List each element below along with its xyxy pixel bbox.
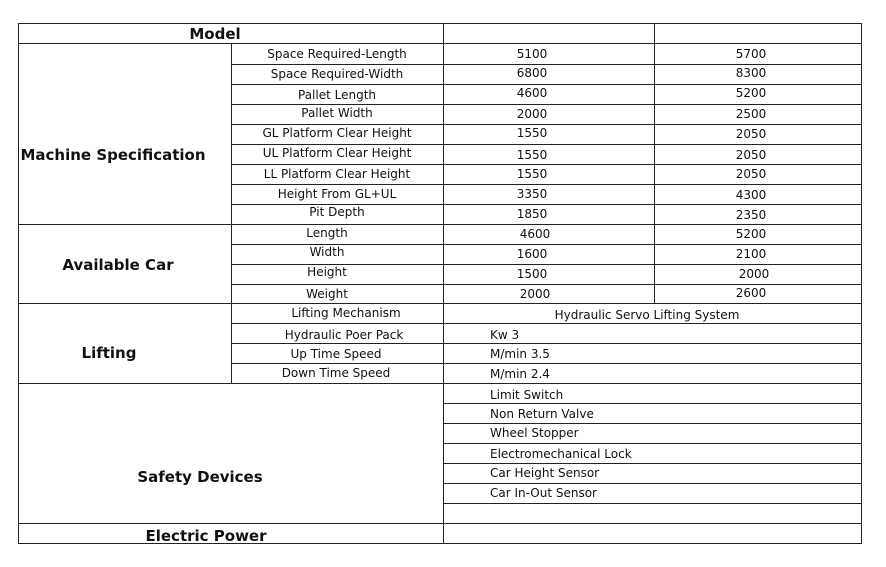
section-machine-specification: Machine Specification — [20, 146, 206, 164]
value-a: 1600 — [516, 247, 548, 261]
safety-device-item: Car Height Sensor — [490, 466, 600, 480]
section-safety-devices: Safety Devices — [137, 468, 263, 486]
param-label: Height — [307, 265, 347, 279]
value-a: 4600 — [519, 227, 551, 241]
value-b: 4300 — [735, 188, 767, 202]
safety-device-item: Limit Switch — [490, 388, 564, 402]
value-a: 1550 — [516, 167, 548, 181]
param-label: Height From GL+UL — [277, 187, 397, 201]
value-b: 2000 — [738, 267, 770, 281]
safety-device-item: Wheel Stopper — [490, 426, 579, 440]
specification-table — [18, 23, 862, 544]
param-label: Hydraulic Poer Pack — [284, 328, 404, 342]
param-label: Up Time Speed — [290, 347, 382, 361]
value-a: 1500 — [516, 267, 548, 281]
param-label: Length — [306, 226, 348, 240]
safety-device-item: Electromechanical Lock — [490, 447, 632, 461]
param-label: UL Platform Clear Height — [262, 146, 412, 160]
value-b: 5200 — [735, 86, 767, 100]
safety-device-item: Car In-Out Sensor — [490, 486, 597, 500]
value-b: 2100 — [735, 247, 767, 261]
param-label: Pallet Length — [297, 88, 377, 102]
value-a: 6800 — [516, 66, 548, 80]
value-b: 2350 — [735, 208, 767, 222]
value-a: 1550 — [516, 126, 548, 140]
param-label: Space Required-Width — [270, 67, 404, 81]
param-label: Pallet Width — [301, 106, 373, 120]
value-b: 2050 — [735, 167, 767, 181]
value-b: 2050 — [735, 127, 767, 141]
param-value: M/min 2.4 — [490, 367, 550, 381]
model-header: Model — [189, 25, 241, 43]
param-value: Kw 3 — [490, 328, 520, 342]
value-b: 8300 — [735, 66, 767, 80]
value-a: 2000 — [519, 287, 551, 301]
param-label: Lifting Mechanism — [291, 306, 401, 320]
value-b: 2500 — [735, 107, 767, 121]
param-label: Down Time Speed — [281, 366, 391, 380]
section-available-car: Available Car — [62, 256, 174, 274]
param-label: Pit Depth — [309, 205, 365, 219]
value-a: 5100 — [516, 47, 548, 61]
param-value: M/min 3.5 — [490, 347, 550, 361]
param-label: LL Platform Clear Height — [263, 167, 411, 181]
param-label: GL Platform Clear Height — [262, 126, 412, 140]
value-b: 2600 — [735, 286, 767, 300]
value-a: 4600 — [516, 86, 548, 100]
safety-device-item: Non Return Valve — [490, 407, 594, 421]
param-label: Weight — [306, 287, 348, 301]
lifting-mechanism-value: Hydraulic Servo Lifting System — [554, 308, 740, 322]
value-a: 2000 — [516, 107, 548, 121]
value-a: 3350 — [516, 187, 548, 201]
value-b: 5700 — [735, 47, 767, 61]
value-b: 5200 — [735, 227, 767, 241]
section-lifting: Lifting — [81, 344, 137, 362]
param-label: Width — [309, 245, 345, 259]
value-a: 1550 — [516, 148, 548, 162]
value-a: 1850 — [516, 207, 548, 221]
value-b: 2050 — [735, 148, 767, 162]
section-electric-power: Electric Power — [145, 527, 267, 545]
param-label: Space Required-Length — [267, 47, 407, 61]
